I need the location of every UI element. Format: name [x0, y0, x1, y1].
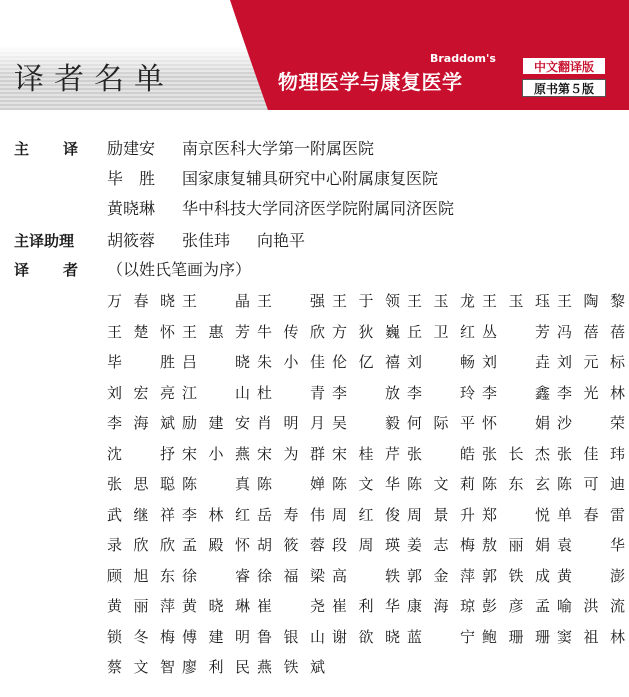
translator-name: 武继祥	[107, 505, 175, 524]
translator-name: 锁冬梅	[107, 627, 175, 646]
header-banner	[0, 0, 629, 110]
translator-name: 王惠芳	[182, 322, 250, 341]
translator-name: 黄澎	[557, 566, 625, 585]
translator-name: 沈抒	[107, 444, 175, 463]
translator-name: 崔利华	[332, 597, 400, 615]
translator-name: 王于领	[332, 292, 400, 310]
translator-name: 伦亿禧	[332, 353, 400, 371]
translator-name: 王强	[257, 292, 325, 310]
translator-name: 姜志梅	[407, 536, 475, 554]
translator-name: 谢欲晓	[332, 627, 400, 646]
translator-grid	[0, 286, 629, 686]
translator-name: 康海琼	[407, 597, 475, 615]
translator-name: 刘垚	[482, 353, 550, 371]
translator-name: 吕晓	[182, 353, 250, 371]
chief-translator-name: 黄晓琳	[107, 199, 156, 218]
translator-name: 宋小燕	[182, 444, 250, 463]
translator-name: 张长杰	[482, 444, 550, 463]
edition-badge-original: 原书第５版	[522, 79, 606, 97]
translator-name: 牛传欣	[257, 322, 325, 341]
translator-name: 李光林	[557, 383, 625, 402]
translator-name: 傅建明	[182, 627, 250, 646]
chief-translator-institution: 华中科技大学同济医学院附属同济医院	[182, 199, 455, 218]
translator-name: 录欣欣	[107, 536, 175, 554]
assistant-name: 向艳平	[257, 231, 306, 250]
translator-name: 陈真	[182, 475, 250, 493]
translator-name: 敖丽娟	[482, 536, 550, 554]
translator-name: 张佳玮	[557, 444, 625, 463]
translator-name: 万春晓	[107, 292, 175, 310]
book-title: 物理医学与康复医学	[278, 70, 463, 94]
translator-name: 李放	[332, 383, 400, 402]
translator-name: 彭彦孟	[482, 597, 550, 615]
translator-name: 陈文莉	[407, 475, 475, 493]
chief-translator-name: 励建安	[107, 139, 156, 158]
translator-name: 郑悦	[482, 505, 550, 524]
translator-name: 廖利民	[182, 658, 250, 676]
translator-name: 王楚怀	[107, 322, 175, 341]
translator-name: 周景升	[407, 505, 475, 524]
translator-name: 岳寿伟	[257, 505, 325, 524]
translator-name: 刘畅	[407, 353, 475, 371]
translator-name: 郭铁成	[482, 566, 550, 585]
ordering-note: （以姓氏笔画为序）	[107, 260, 252, 279]
translator-name: 王晶	[182, 292, 250, 310]
translator-name: 方狄巍	[332, 322, 400, 341]
translator-name: 王玉龙	[407, 292, 475, 310]
translator-name: 周红俊	[332, 505, 400, 524]
translator-name: 宋桂芹	[332, 444, 400, 463]
translator-name: 朱小佳	[257, 353, 325, 371]
chief-translators-label: 主译	[14, 140, 113, 158]
assistant-name: 张佳玮	[182, 231, 231, 250]
assistant-name: 胡筱蓉	[107, 231, 156, 250]
translator-name: 李林红	[182, 505, 250, 524]
translator-name: 黄晓琳	[182, 597, 250, 615]
translator-name: 鲁银山	[257, 627, 325, 646]
translator-name: 丛芳	[482, 322, 550, 341]
translator-name: 单春雷	[557, 505, 625, 524]
translator-name: 段周瑛	[332, 536, 400, 554]
translator-name: 宋为群	[257, 444, 325, 463]
translator-name: 郭金萍	[407, 566, 475, 585]
translator-name: 顾旭东	[107, 566, 175, 585]
translator-name: 窦祖林	[557, 627, 625, 646]
translator-name: 丘卫红	[407, 322, 475, 341]
chief-translator-institution: 南京医科大学第一附属医院	[182, 139, 375, 158]
translator-name: 李鑫	[482, 383, 550, 402]
translator-name: 刘宏亮	[107, 383, 175, 402]
translator-name: 励建安	[182, 414, 250, 432]
translator-name: 李海斌	[107, 414, 175, 432]
translator-name: 喻洪流	[557, 597, 625, 615]
translator-name: 黄丽萍	[107, 597, 175, 615]
translator-name: 徐睿	[182, 566, 250, 585]
translator-name: 陈文华	[332, 475, 400, 493]
translator-name: 刘元标	[557, 353, 625, 371]
translator-name: 陈东玄	[482, 475, 550, 493]
translator-name: 燕铁斌	[257, 658, 325, 676]
chief-translator-institution: 国家康复辅具研究中心附属康复医院	[182, 169, 439, 188]
translator-name: 怀娟	[482, 414, 550, 432]
brand-name: Braddom's	[430, 52, 496, 65]
translator-name: 高轶	[332, 566, 400, 585]
translator-name: 徐福梁	[257, 566, 325, 585]
translator-name: 王陶黎	[557, 292, 625, 310]
translator-name: 冯蓓蓓	[557, 322, 625, 341]
translator-name: 胡筱蓉	[257, 536, 325, 554]
translator-name: 江山	[182, 383, 250, 402]
translator-name: 王玉珏	[482, 292, 550, 310]
translator-name: 蓝宁	[407, 627, 475, 646]
chief-translator-name: 毕 胜	[107, 169, 156, 188]
translator-name: 张皓	[407, 444, 475, 463]
edition-badge-chinese: 中文翻译版	[522, 57, 606, 75]
translator-name: 毕胜	[107, 353, 175, 371]
translator-name: 肖明月	[257, 414, 325, 432]
translator-name: 李玲	[407, 383, 475, 402]
translator-name: 孟殿怀	[182, 536, 250, 554]
translators-label: 译者	[14, 261, 113, 279]
translator-name: 杜青	[257, 383, 325, 402]
translator-name: 张思聪	[107, 475, 175, 493]
translator-name: 蔡文智	[107, 658, 175, 676]
translator-name: 沙荣	[557, 414, 625, 432]
assistants-label: 主译助理	[14, 232, 75, 250]
translator-name: 陈可迪	[557, 475, 625, 493]
translator-name: 吴毅	[332, 414, 400, 432]
translator-name: 袁华	[557, 536, 625, 554]
translator-name: 陈婵	[257, 475, 325, 493]
translator-name: 何际平	[407, 414, 475, 432]
translator-name: 崔尧	[257, 597, 325, 615]
page-title: 译者名单	[14, 62, 174, 97]
translator-name: 鲍珊珊	[482, 627, 550, 646]
